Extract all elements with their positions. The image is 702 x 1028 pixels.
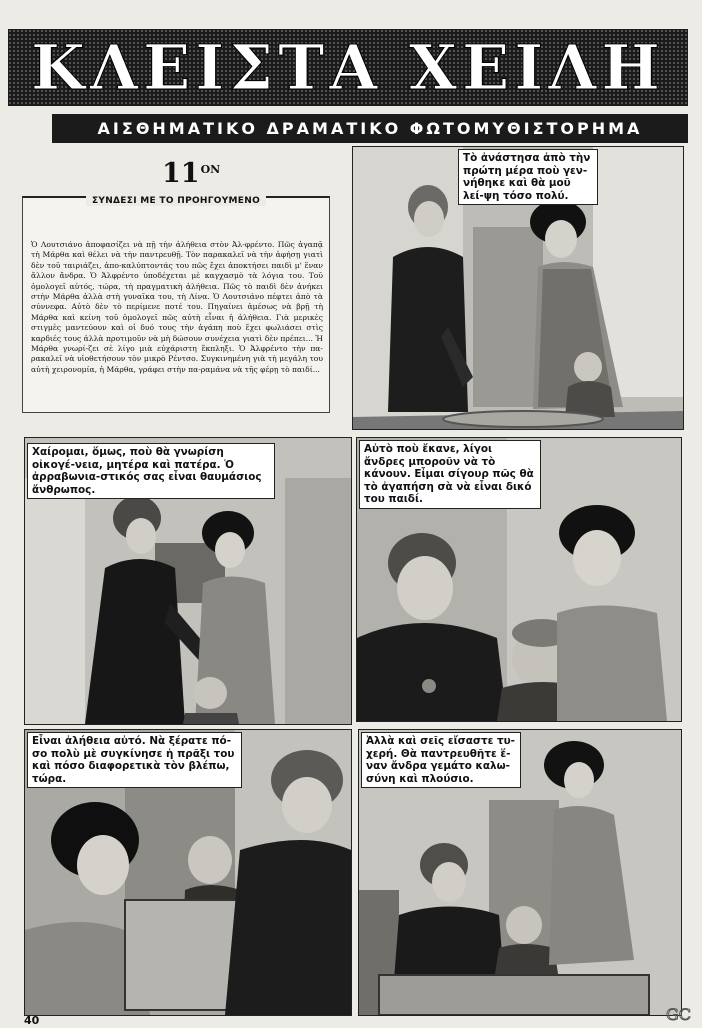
page-number: 40 xyxy=(24,1014,40,1027)
panel-4 xyxy=(24,729,352,1016)
speech-bubble: Χαίρομαι, ὅμως, ποὺ θὰ γνωρίση οἰκογέ-νεια, μητέρα καὶ πατέρα. Ὁ ἀρραβωνια-στικός σας εἶναι θαυμάσιος ἄνθρωπος. xyxy=(27,443,275,499)
speech-bubble: Εἶναι ἀλήθεια αὐτό. Νὰ ξέρατε πό-σο πολὺ μὲ συγκίνησε ἡ πρᾶξι του καὶ πόσο διαφορετικὰ τὸν βλέπω, τώρα. xyxy=(27,732,242,788)
story-title: ΚΛΕΙΣΤΑ ΧΕΙΛΗ xyxy=(31,31,665,104)
svg-text:GC: GC xyxy=(666,1005,692,1024)
panel-5 xyxy=(358,729,682,1016)
panel-2 xyxy=(24,437,352,725)
watermark-logo xyxy=(664,1004,696,1024)
story-subtitle: ΑΙΣΘΗΜΑΤΙΚΟ ΔΡΑΜΑΤΙΚΟ ΦΩΤΟΜΥΘΙΣΤΟΡΗΜΑ xyxy=(52,114,688,143)
summary-text: Ὁ Λουτσιάνο ἀποφασίζει νὰ πῇ τὴν ἀλήθεια στὸν Ἀλ-φρέντο. Πῶς ἀγαπᾷ τὴ Μάρθα καὶ θέλει νὰ τὴν παντρευθῇ. Τὸν παρακαλεῖ νὰ τὴν ἀφήσῃ γιατὶ δὲν τοῦ ταιριάζει, ἀπο-καλύπτοντάς του πῶς ἔχει ἀποκτήσει παιδὶ μ' ἕναν ἄλλον ἄνδρα. Ὁ Ἀλφρέντο ὑποδέχεται μὲ καγχασμὸ τὰ λόγια του. Τοῦ ὁμολογεῖ αὐτός, τώρα, τὴ πραγματικὴ ἀλήθεια. Πῶς τὸ παιδὶ δὲν ἀνήκει στὴν Μάρθα ἀλλὰ στὴ γυναῖκα του, τὴ Λίνα. Ὁ Λουτσιάνο πέφτει ἀπὸ τὰ σύννεφα. Αὐτὸ δὲν τὸ περίμενε ποτέ του. Πηγαίνει ἀμέσως νὰ βρῇ τὴ Μάρθα καὶ κείνη τοῦ ὁμολογεῖ πῶς αὐτὴ εἶναι ἡ ἀλήθεια. Γιὰ μερικὲς στιγμὲς μαντεύουν καὶ οἱ δυό τους τὴν ἀγάπη ποὺ ἔχει φωλιάσει στὶς καρδιές τους ἀλλὰ προτιμοῦν νὰ μὴ δώσουν συνέχεια γιατὶ δὲν πρέπει... Ἡ Μάρθα γνωρί-ζει σὲ λίγο μιὰ εὐχάριστη ἔκπληξι. Ὁ Ἀλφρέντο τὴν πα-ρακαλεῖ νὰ υἱοθετήσουν τὸν μικρὸ Ρέντσο. Συγκινημένη γιὰ τὴ μεγάλη του αὐτὴ χειρονομία, ἡ Μάρθα, γράφει στὴν πα-ραμάνα νὰ τῆς φέρῃ τὸ παιδί... xyxy=(31,240,323,374)
speech-bubble: Ἀλλὰ καὶ σεῖς εἴσαστε τυ-χερή. Θὰ παντρευθῆτε ἕ-ναν ἄνδρα γεμάτο καλω-σύνη καὶ πλούσιο. xyxy=(361,732,521,788)
panel-3 xyxy=(356,437,682,722)
panel-1 xyxy=(352,146,684,430)
speech-bubble: Τὸ ἀνάστησα ἀπὸ τὴν πρώτη μέρα ποὺ γεν-νήθηκε καὶ θὰ μοῦ λεί-ψη τόσο πολύ. xyxy=(458,149,598,205)
title-banner xyxy=(8,29,688,106)
summary-heading: ΣΥΝΔΕΣΙ ΜΕ ΤΟ ΠΡΟΗΓΟΥΜΕΝΟ xyxy=(86,196,266,206)
episode-number: $11^{ON}$ xyxy=(162,158,221,189)
summary-box xyxy=(22,196,330,413)
speech-bubble: Αὐτὸ ποὺ ἔκανε, λίγοι ἄνδρες μποροῦν νὰ τὸ κάνουν. Εἶμαι σίγουρ πῶς θὰ τὸ ἀγαπήση σὰ νὰ εἶναι δικό του παιδί. xyxy=(359,440,541,509)
